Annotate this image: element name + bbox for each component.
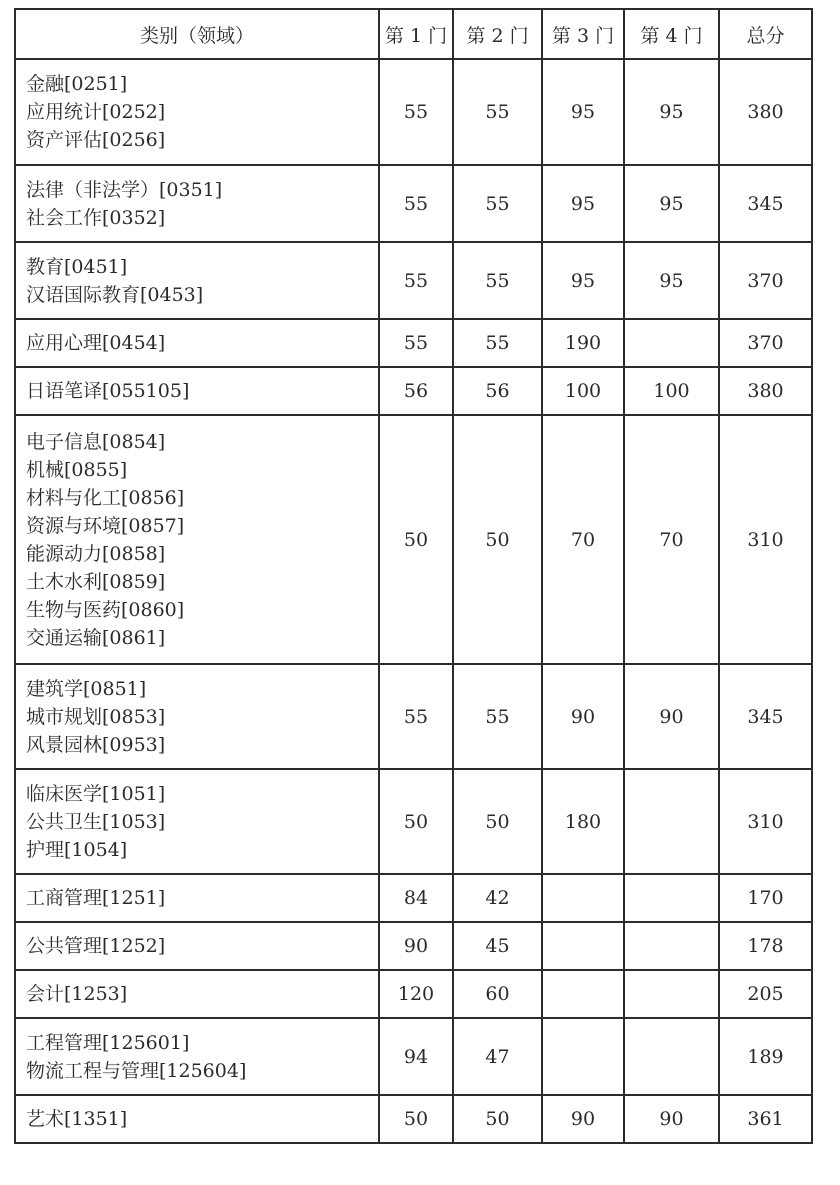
subject-score-cell-3 bbox=[542, 1018, 624, 1095]
subject-score-cell-4 bbox=[624, 922, 719, 970]
subject-score-cell-3: 190 bbox=[542, 319, 624, 367]
total-score-cell: 310 bbox=[719, 415, 812, 664]
category-cell bbox=[15, 415, 379, 664]
category-line: 应用统计[0252] bbox=[26, 101, 166, 123]
total-score-cell: 361 bbox=[719, 1095, 812, 1143]
category-cell bbox=[15, 59, 379, 165]
category-line: 交通运输[0861] bbox=[26, 626, 166, 649]
category-line: 机械[0855] bbox=[26, 458, 128, 481]
category-line: 公共管理[1252] bbox=[26, 935, 166, 957]
category-line: 资产评估[0256] bbox=[26, 129, 166, 151]
subject-score-cell-1: 50 bbox=[379, 769, 453, 874]
header-row bbox=[15, 9, 812, 59]
subject-score-cell-2: 50 bbox=[453, 769, 542, 874]
category-cell bbox=[15, 1018, 379, 1095]
table-header bbox=[15, 9, 812, 59]
header-subject-2: 第 2 门 bbox=[453, 9, 542, 59]
category-line: 城市规划[0853] bbox=[26, 705, 166, 728]
category-cell bbox=[15, 874, 379, 922]
category-cell bbox=[15, 165, 379, 242]
total-score-cell: 170 bbox=[719, 874, 812, 922]
table-row bbox=[15, 970, 812, 1018]
category-cell bbox=[15, 367, 379, 415]
total-score-cell: 380 bbox=[719, 367, 812, 415]
subject-score-cell-2: 45 bbox=[453, 922, 542, 970]
total-score-cell: 345 bbox=[719, 664, 812, 769]
category-line: 会计[1253] bbox=[26, 983, 128, 1005]
subject-score-cell-4: 95 bbox=[624, 165, 719, 242]
category-line: 风景园林[0953] bbox=[26, 733, 166, 756]
category-line: 金融[0251] bbox=[26, 73, 128, 95]
subject-score-cell-2: 55 bbox=[453, 319, 542, 367]
subject-score-cell-1: 56 bbox=[379, 367, 453, 415]
subject-score-cell-4: 90 bbox=[624, 664, 719, 769]
subject-score-cell-2: 42 bbox=[453, 874, 542, 922]
subject-score-cell-2: 47 bbox=[453, 1018, 542, 1095]
total-score-cell: 178 bbox=[719, 922, 812, 970]
subject-score-cell-2: 55 bbox=[453, 165, 542, 242]
subject-score-cell-3: 95 bbox=[542, 59, 624, 165]
subject-score-cell-4 bbox=[624, 1018, 719, 1095]
category-line: 日语笔译[055105] bbox=[26, 380, 190, 402]
subject-score-cell-4 bbox=[624, 769, 719, 874]
category-line: 护理[1054] bbox=[26, 838, 128, 861]
subject-score-cell-1: 55 bbox=[379, 664, 453, 769]
subject-score-cell-3: 90 bbox=[542, 1095, 624, 1143]
table-row bbox=[15, 367, 812, 415]
subject-score-cell-2: 50 bbox=[453, 415, 542, 664]
score-table bbox=[14, 8, 813, 1144]
subject-score-cell-1: 55 bbox=[379, 242, 453, 319]
category-line: 法律（非法学）[0351] bbox=[26, 178, 223, 201]
total-score-cell: 345 bbox=[719, 165, 812, 242]
category-line: 材料与化工[0856] bbox=[26, 486, 185, 509]
total-score-cell: 310 bbox=[719, 769, 812, 874]
subject-score-cell-1: 55 bbox=[379, 319, 453, 367]
total-score-cell: 370 bbox=[719, 242, 812, 319]
category-line: 土木水利[0859] bbox=[26, 570, 166, 593]
subject-score-cell-1: 120 bbox=[379, 970, 453, 1018]
category-line: 艺术[1351] bbox=[26, 1108, 128, 1130]
subject-score-cell-2: 50 bbox=[453, 1095, 542, 1143]
subject-score-cell-3 bbox=[542, 970, 624, 1018]
subject-score-cell-3: 90 bbox=[542, 664, 624, 769]
total-score-cell: 370 bbox=[719, 319, 812, 367]
subject-score-cell-2: 56 bbox=[453, 367, 542, 415]
category-line: 临床医学[1051] bbox=[26, 782, 166, 805]
category-line: 社会工作[0352] bbox=[26, 206, 166, 229]
category-line: 能源动力[0858] bbox=[26, 542, 166, 565]
subject-score-cell-2: 60 bbox=[453, 970, 542, 1018]
header-subject-4: 第 4 门 bbox=[624, 9, 719, 59]
table-row bbox=[15, 922, 812, 970]
table-row bbox=[15, 769, 812, 874]
subject-score-cell-4: 70 bbox=[624, 415, 719, 664]
category-cell bbox=[15, 1095, 379, 1143]
table-row bbox=[15, 59, 812, 165]
category-line: 资源与环境[0857] bbox=[26, 514, 185, 537]
category-cell bbox=[15, 970, 379, 1018]
category-line: 建筑学[0851] bbox=[26, 677, 147, 700]
category-cell bbox=[15, 319, 379, 367]
subject-score-cell-4: 90 bbox=[624, 1095, 719, 1143]
subject-score-cell-4 bbox=[624, 319, 719, 367]
table-row bbox=[15, 664, 812, 769]
category-line: 电子信息[0854] bbox=[26, 430, 166, 453]
subject-score-cell-3: 180 bbox=[542, 769, 624, 874]
subject-score-cell-3 bbox=[542, 922, 624, 970]
category-line: 应用心理[0454] bbox=[26, 332, 166, 354]
subject-score-cell-2: 55 bbox=[453, 664, 542, 769]
header-category: 类别（领域） bbox=[15, 9, 379, 59]
total-score-cell: 205 bbox=[719, 970, 812, 1018]
subject-score-cell-4 bbox=[624, 874, 719, 922]
subject-score-cell-3: 100 bbox=[542, 367, 624, 415]
category-line: 物流工程与管理[125604] bbox=[26, 1059, 247, 1082]
header-subject-3: 第 3 门 bbox=[542, 9, 624, 59]
subject-score-cell-4: 100 bbox=[624, 367, 719, 415]
subject-score-cell-2: 55 bbox=[453, 242, 542, 319]
subject-score-cell-2: 55 bbox=[453, 59, 542, 165]
table-row bbox=[15, 1018, 812, 1095]
subject-score-cell-1: 84 bbox=[379, 874, 453, 922]
category-cell bbox=[15, 922, 379, 970]
category-line: 工程管理[125601] bbox=[26, 1031, 190, 1054]
category-line: 教育[0451] bbox=[26, 255, 128, 278]
category-cell bbox=[15, 769, 379, 874]
table-body bbox=[15, 59, 812, 1143]
subject-score-cell-4 bbox=[624, 970, 719, 1018]
table-row bbox=[15, 242, 812, 319]
subject-score-cell-1: 90 bbox=[379, 922, 453, 970]
subject-score-cell-1: 94 bbox=[379, 1018, 453, 1095]
table-row bbox=[15, 1095, 812, 1143]
category-line: 公共卫生[1053] bbox=[26, 810, 166, 833]
table-row bbox=[15, 415, 812, 664]
subject-score-cell-3 bbox=[542, 874, 624, 922]
subject-score-cell-1: 50 bbox=[379, 415, 453, 664]
category-cell bbox=[15, 242, 379, 319]
subject-score-cell-4: 95 bbox=[624, 242, 719, 319]
subject-score-cell-1: 55 bbox=[379, 165, 453, 242]
table-row bbox=[15, 319, 812, 367]
subject-score-cell-3: 70 bbox=[542, 415, 624, 664]
subject-score-cell-4: 95 bbox=[624, 59, 719, 165]
header-total: 总分 bbox=[719, 9, 812, 59]
total-score-cell: 189 bbox=[719, 1018, 812, 1095]
table-row bbox=[15, 874, 812, 922]
table-row bbox=[15, 165, 812, 242]
subject-score-cell-1: 50 bbox=[379, 1095, 453, 1143]
subject-score-cell-3: 95 bbox=[542, 165, 624, 242]
header-subject-1: 第 1 门 bbox=[379, 9, 453, 59]
category-line: 汉语国际教育[0453] bbox=[26, 283, 204, 306]
subject-score-cell-1: 55 bbox=[379, 59, 453, 165]
category-cell bbox=[15, 664, 379, 769]
total-score-cell: 380 bbox=[719, 59, 812, 165]
subject-score-cell-3: 95 bbox=[542, 242, 624, 319]
category-line: 工商管理[1251] bbox=[26, 887, 166, 909]
category-line: 生物与医药[0860] bbox=[26, 598, 185, 621]
